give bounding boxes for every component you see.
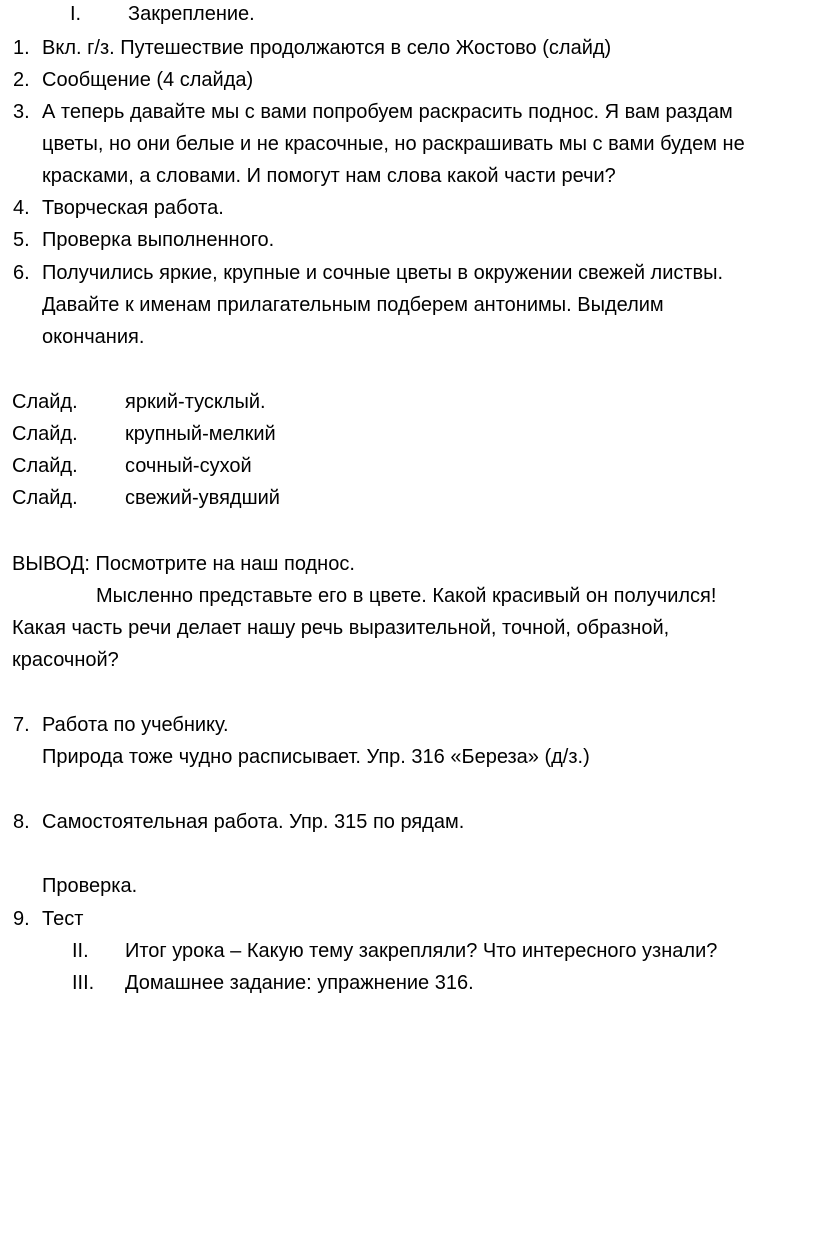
slide-text: крупный-мелкий — [125, 423, 276, 445]
roman-text: Итог урока – Какую тему закрепляли? Что интересного узнали? — [125, 940, 718, 962]
heading-number: I. — [70, 3, 82, 25]
item-number: 9. — [13, 908, 30, 930]
slide-text: свежий-увядший — [125, 487, 280, 509]
item-text: окончания. — [42, 326, 145, 348]
item-number: 4. — [13, 197, 30, 219]
item-text: красками, а словами. И помогут нам слова какой части речи? — [42, 165, 616, 187]
item-number: 2. — [13, 69, 30, 91]
item-text: Работа по учебнику. — [42, 714, 229, 736]
slide-text: сочный-сухой — [125, 455, 252, 477]
conclusion-line: Мысленно представьте его в цвете. Какой красивый он получился! — [96, 585, 717, 607]
item-number: 6. — [13, 262, 30, 284]
item-text: цветы, но они белые и не красочные, но раскрашивать мы с вами будем не — [42, 133, 745, 155]
item-number: 5. — [13, 229, 30, 251]
item-text: Самостоятельная работа. Упр. 315 по рядам. — [42, 811, 465, 833]
item-number: 1. — [13, 37, 30, 59]
item-text: Тест — [42, 908, 84, 930]
conclusion-line: красочной? — [12, 649, 119, 671]
item-text: Вкл. г/з. Путешествие продолжаются в село Жостово (слайд) — [42, 37, 612, 59]
item-text: Творческая работа. — [42, 197, 224, 219]
conclusion-line: Какая часть речи делает нашу речь выразительной, точной, образной, — [12, 617, 670, 639]
slide-label: Слайд. — [12, 487, 78, 509]
item-number: 3. — [13, 101, 30, 123]
conclusion-line: ВЫВОД: Посмотрите на наш поднос. — [12, 553, 355, 575]
item-number: 7. — [13, 714, 30, 736]
item-text: Получились яркие, крупные и сочные цветы в окружении свежей листвы. — [42, 262, 724, 284]
slide-text: яркий-тусклый. — [125, 391, 266, 413]
item-text: Сообщение (4 слайда) — [42, 69, 254, 91]
slide-label: Слайд. — [12, 391, 78, 413]
slide-label: Слайд. — [12, 455, 78, 477]
slide-label: Слайд. — [12, 423, 78, 445]
roman-number: III. — [72, 972, 95, 994]
heading-title: Закрепление. — [128, 3, 255, 25]
roman-number: II. — [72, 940, 89, 962]
roman-text: Домашнее задание: упражнение 316. — [125, 972, 474, 994]
item-text: Давайте к именам прилагательным подберем антонимы. Выделим — [42, 294, 664, 316]
check-text: Проверка. — [42, 875, 138, 897]
item-number: 8. — [13, 811, 30, 833]
item-text: Проверка выполненного. — [42, 229, 275, 251]
item-text: Природа тоже чудно расписывает. Упр. 316 «Береза» (д/з.) — [42, 746, 590, 768]
item-text: А теперь давайте мы с вами попробуем раскрасить поднос. Я вам раздам — [42, 101, 733, 123]
